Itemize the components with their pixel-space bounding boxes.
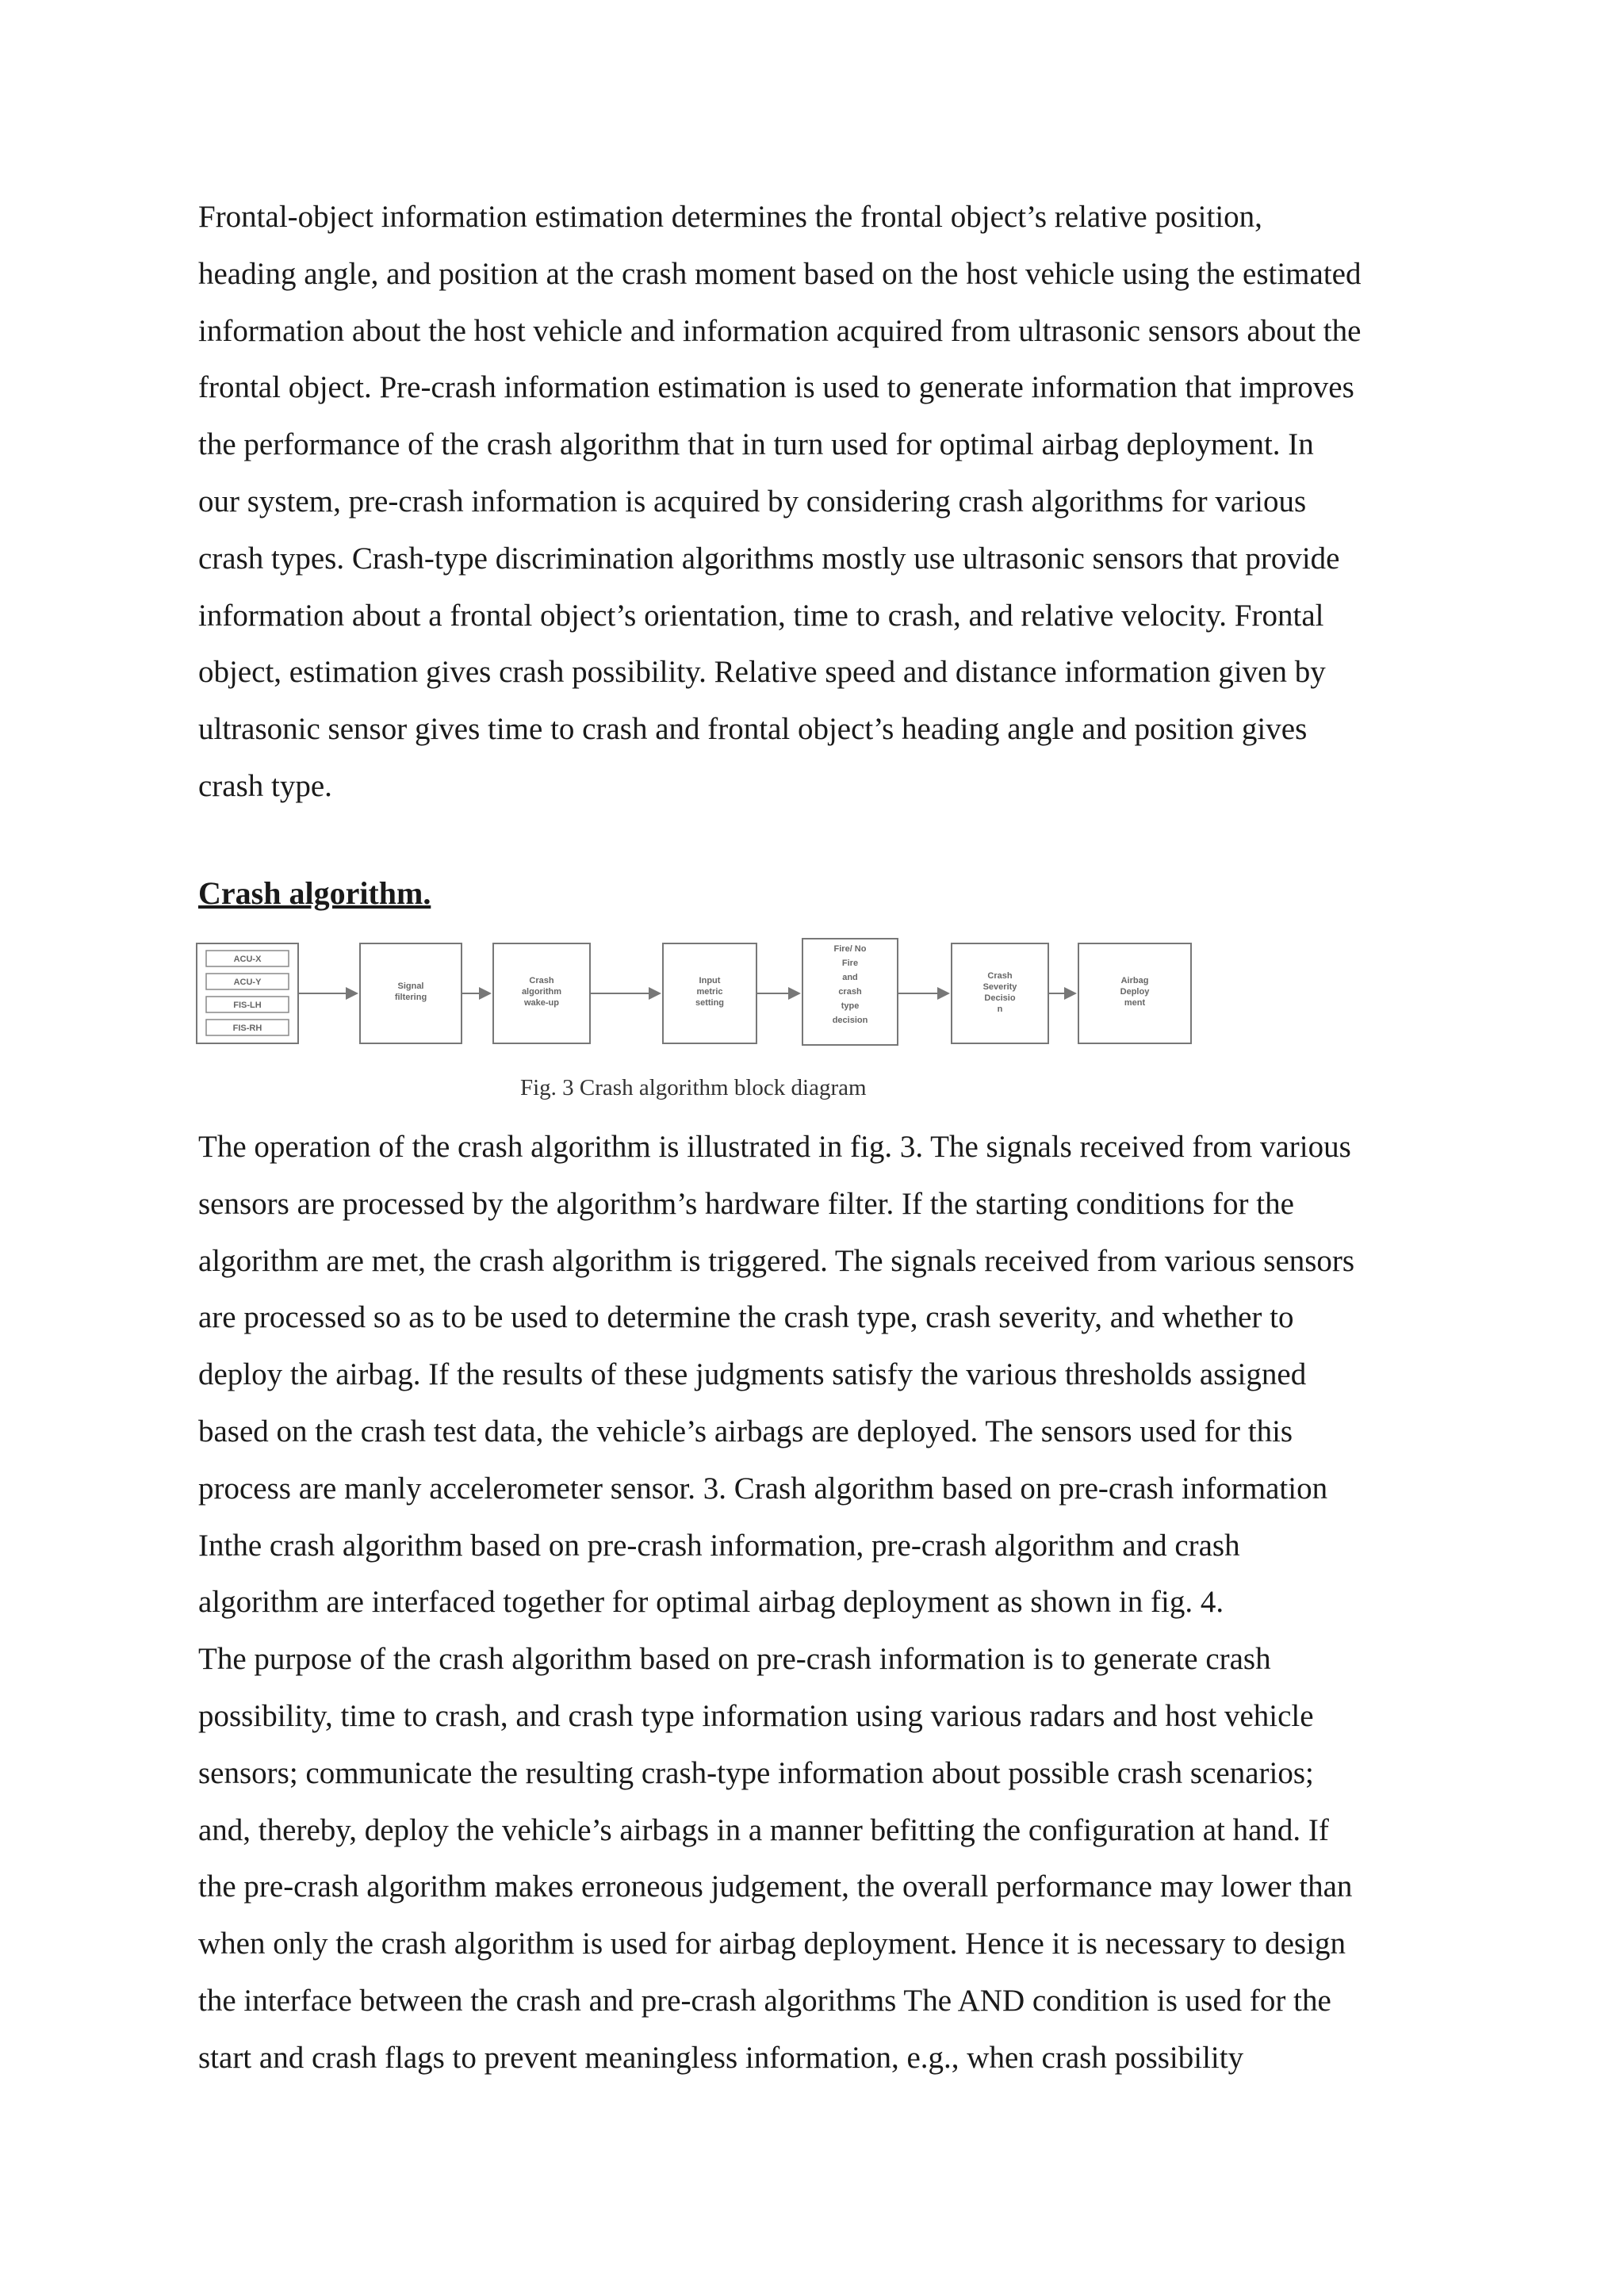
block-label: metric [696,987,723,997]
text-line: crash types. Crash-type discrimination algorithms mostly use ultrasonic sensors that provide [198,541,1340,576]
block-label: crash [838,987,862,997]
block-label: Signal [397,982,424,991]
text-line: our system, pre-crash information is acquired by considering crash algorithms for various [198,484,1307,519]
text-line: sensors; communicate the resulting crash-type information about possible crash scenarios; [198,1755,1314,1790]
block-label: Airbag [1120,976,1149,985]
sensor-label: FIS-LH [233,1001,262,1010]
block-label: Crash [987,971,1013,981]
block-label: Severity [982,982,1017,992]
text-line: and, thereby, deploy the vehicle’s airbags in a manner befitting the configuration at hand. If [198,1812,1329,1847]
text-line: the performance of the crash algorithm that in turn used for optimal airbag deployment. In [198,427,1314,462]
section-heading: Crash algorithm. [198,875,431,911]
block-label: algorithm [521,987,562,997]
text-line: are processed so as to be used to determine the crash type, crash severity, and whether to [198,1300,1294,1335]
block-label: and [842,973,858,982]
text-line: algorithm are interfaced together for optimal airbag deployment as shown in fig. 4. [198,1585,1224,1620]
block-label: wake-up [523,998,560,1008]
text-line: possibility, time to crash, and crash type information using various radars and host vehicle [198,1698,1314,1733]
text-line: Frontal-object information estimation determines the frontal object’s relative position, [198,200,1262,234]
text-line: The operation of the crash algorithm is illustrated in fig. 3. The signals received from various [198,1130,1351,1164]
block-label: Deploy [1120,987,1150,997]
text-line: algorithm are met, the crash algorithm is triggered. The signals received from various sensors [198,1243,1355,1278]
text-line: start and crash flags to prevent meaningless information, e.g., when crash possibility [198,2040,1244,2075]
figure-caption: Fig. 3 Crash algorithm block diagram [520,1075,867,1100]
sensor-label: ACU-X [233,955,262,964]
block-label: decision [832,1016,868,1025]
text-line: frontal object. Pre-crash information estimation is used to generate information that improves [198,370,1354,405]
text-line: The purpose of the crash algorithm based on pre-crash information is to generate crash [198,1642,1271,1677]
text-line: when only the crash algorithm is used for airbag deployment. Hence it is necessary to design [198,1927,1346,1961]
text-line: based on the crash test data, the vehicle’s airbags are deployed. The sensors used for this [198,1414,1293,1448]
block-label: setting [695,998,725,1008]
paragraph-frontal-object-estimation [198,189,1435,815]
text-line: sensors are processed by the algorithm’s hardware filter. If the starting conditions for the [198,1186,1294,1221]
text-line: deploy the airbag. If the results of these judgments satisfy the various thresholds assigned [198,1357,1307,1392]
text-line: information about a frontal object’s orientation, time to crash, and relative velocity. Frontal [198,598,1324,633]
sensor-label: FIS-RH [232,1024,262,1033]
text-line: object, estimation gives crash possibility. Relative speed and distance information given by [198,655,1326,690]
block-label: filtering [394,993,427,1002]
block-label: Decisio [984,993,1016,1003]
text-line: the pre-crash algorithm makes erroneous judgement, the overall performance may lower than [198,1869,1353,1904]
text-line: process are manly accelerometer sensor. 3. Crash algorithm based on pre-crash information [198,1471,1328,1506]
block-label: Fire/ No [833,944,867,954]
crash-algorithm-block-diagram [195,936,1196,1054]
block-label: n [997,1004,1003,1014]
text-line: ultrasonic sensor gives time to crash and frontal object’s heading angle and position gives [198,712,1308,747]
text-line: information about the host vehicle and information acquired from ultrasonic sensors about the [198,313,1362,348]
text-line: Inthe crash algorithm based on pre-crash information, pre-crash algorithm and crash [198,1528,1240,1563]
block-label: Fire [841,959,859,968]
paragraph-crash-algorithm-operation [198,1119,1435,2087]
text-line: the interface between the crash and pre-crash algorithms The AND condition is used for the [198,1983,1331,2018]
block-label: type [841,1001,860,1011]
text-line: crash type. [198,768,332,803]
sensor-label: ACU-Y [233,978,262,987]
text-line: heading angle, and position at the crash moment based on the host vehicle using the estimated [198,256,1362,291]
block-label: Input [699,976,721,985]
block-label: Crash [529,976,554,985]
block-label: ment [1124,998,1146,1008]
